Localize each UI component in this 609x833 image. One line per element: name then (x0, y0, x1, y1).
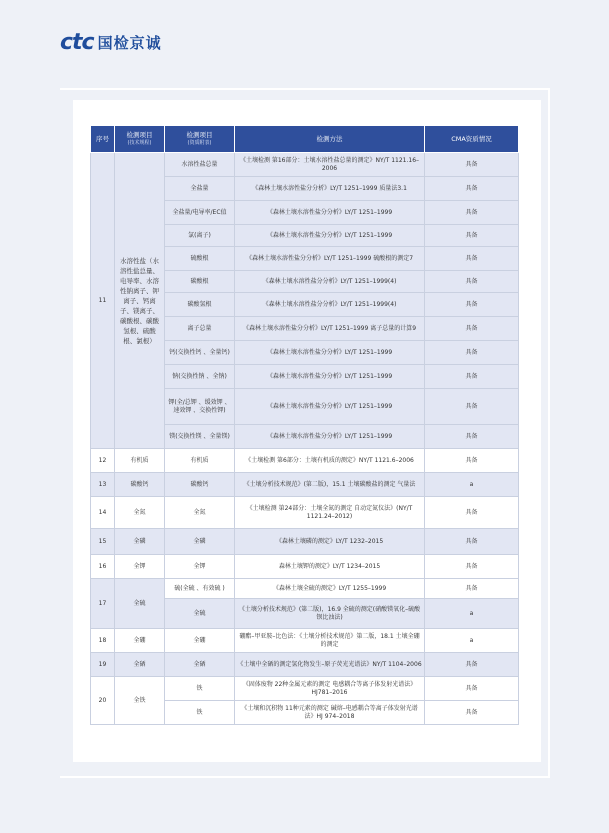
cell-method: 《固体废物 22种金属元素的测定 电感耦合等离子体发射光谱法》HJ781–2016 (235, 677, 425, 701)
cell-method: 《森林土壤水溶性盐分分析》LY/T 1251–1999 (235, 225, 425, 247)
cell-method: 《森林土壤水溶性盐分分析》LY/T 1251–1999(4) (235, 293, 425, 317)
cell-method: 《森林土壤水溶性盐分分析》LY/T 1251–1999(4) (235, 271, 425, 293)
cell-param: 铁 (165, 677, 235, 701)
cell-seq: 14 (91, 497, 115, 529)
cell-param: 全盐量 (165, 177, 235, 201)
cell-method: 《森林土壤水溶性盐分分析》LY/T 1251–1999 (235, 365, 425, 389)
cell-param: 全硒 (165, 653, 235, 677)
cell-param: 碳酸钙 (165, 473, 235, 497)
cell-item: 全氮 (115, 497, 165, 529)
cell-method: 《森林土壤水溶性盐分分析》LY/T 1251–1999 (235, 425, 425, 449)
cell-seq: 12 (91, 449, 115, 473)
table-row (91, 555, 519, 579)
cell-seq: 13 (91, 473, 115, 497)
cell-item: 全硒 (115, 653, 165, 677)
cell-item: 全钾 (115, 555, 165, 579)
header-seq: 序号 (91, 126, 115, 153)
cell-seq: 18 (91, 629, 115, 653)
cell-method: 《土壤和沉积物 11种元素的测定 碱熔–电感耦合等离子体发射光谱法》HJ 974–2018 (235, 701, 425, 725)
cell-param: 钠(交换性钠 、全钠) (165, 365, 235, 389)
header-cma: CMA资质情况 (425, 126, 519, 153)
cell-param: 离子总量 (165, 317, 235, 341)
cell-cma: 具备 (425, 449, 519, 473)
cell-param: 全磷 (165, 529, 235, 555)
cell-method: 《森林土壤水溶性盐分分析》LY/T 1251–1999 (235, 389, 425, 425)
cell-method: 森林土壤钾的测定》LY/T 1234–2015 (235, 555, 425, 579)
cell-param: 碳酸根 (165, 271, 235, 293)
cell-param: 钙(交换性钙 、全量钙) (165, 341, 235, 365)
cell-cma: 具备 (425, 201, 519, 225)
cell-method: 《森林土壤水溶性盐分分析》LY/T 1251–1999 (235, 341, 425, 365)
cell-method: 《森林土壤全硫的测定》LY/T 1255–1999 (235, 579, 425, 599)
frame-line-top (60, 88, 550, 90)
header-item-label: 检测项目 (126, 131, 153, 139)
cell-cma: 具备 (425, 153, 519, 177)
cell-item: 碳酸钙 (115, 473, 165, 497)
cell-cma: 具备 (425, 529, 519, 555)
cell-item: 有机质 (115, 449, 165, 473)
cell-cma: 具备 (425, 497, 519, 529)
cell-cma: 具备 (425, 247, 519, 271)
header-param-sub: (资质附表) (187, 140, 212, 146)
table-row (91, 529, 519, 555)
frame-line-right (548, 88, 550, 778)
table-row (91, 629, 519, 653)
test-items-table (90, 125, 519, 725)
cell-param: 全硼 (165, 629, 235, 653)
cell-cma: 具备 (425, 653, 519, 677)
cell-seq: 16 (91, 555, 115, 579)
cell-cma: 具备 (425, 555, 519, 579)
header-param (165, 126, 235, 153)
cell-item: 全硼 (115, 629, 165, 653)
table-row (91, 653, 519, 677)
cell-cma: 具备 (425, 341, 519, 365)
cell-method: 《土壤检测 第16部分：土壤水溶性盐总量的测定》NY/T 1121.16–2006 (235, 153, 425, 177)
table-row (91, 473, 519, 497)
cell-method: 《森林土壤磷的测定》LY/T 1232–2015 (235, 529, 425, 555)
cell-item: 水溶性盐（水溶性盐总量、电导率、水溶性钠离子、钾离子、钙离子、镁离子、碳酸根、碳酸氢根、硫酸根、氯根） (115, 153, 165, 449)
brand-name: 国检京诚 (97, 34, 162, 52)
cell-method: 《森林土壤水溶性盐分分析》LY/T 1251–1999 离子总量的计算9 (235, 317, 425, 341)
cell-param: 硫酸根 (165, 247, 235, 271)
brand-logo (60, 30, 162, 55)
cell-param: 全硫 (165, 599, 235, 629)
cell-seq: 20 (91, 677, 115, 725)
cell-seq: 15 (91, 529, 115, 555)
cell-cma: 具备 (425, 177, 519, 201)
cell-cma: 具备 (425, 317, 519, 341)
cell-method: 《土壤检测 第6部分：土壤有机质的测定》NY/T 1121.6–2006 (235, 449, 425, 473)
cell-method: 《森林土壤水溶性盐分分析》LY/T 1251–1999 质量法3.1 (235, 177, 425, 201)
cell-cma: 具备 (425, 365, 519, 389)
table-row (91, 677, 519, 701)
cell-param: 硫(全硫 、有效硫 ) (165, 579, 235, 599)
cell-seq: 17 (91, 579, 115, 629)
cell-param: 氯(离子) (165, 225, 235, 247)
header-item (115, 126, 165, 153)
cell-method: 硼酯–甲亚胺–比色法：《土壤分析技术规范》第二版，18.1 土壤全硼的测定 (235, 629, 425, 653)
cell-cma: a (425, 473, 519, 497)
cell-method: 《土壤分析技术规范》(第二版)，15.1 土壤碳酸盐的测定 气量法 (235, 473, 425, 497)
table-row (91, 497, 519, 529)
cell-item: 全铁 (115, 677, 165, 725)
header-item-sub: (技术规程) (127, 140, 152, 146)
cell-param: 全氮 (165, 497, 235, 529)
cell-cma: 具备 (425, 293, 519, 317)
cell-param: 有机质 (165, 449, 235, 473)
cell-param: 铁 (165, 701, 235, 725)
cell-param: 全钾 (165, 555, 235, 579)
table-header-row (91, 126, 519, 153)
cell-method: 《森林土壤水溶性盐分分析》LY/T 1251–1999 (235, 201, 425, 225)
frame-line-bottom (60, 776, 550, 778)
cell-cma: 具备 (425, 701, 519, 725)
cell-cma: a (425, 629, 519, 653)
cell-cma: a (425, 599, 519, 629)
cell-cma: 具备 (425, 677, 519, 701)
cell-param: 钾(全/总钾 、缓效钾 、速效钾 、交换性钾) (165, 389, 235, 425)
cell-item: 全磷 (115, 529, 165, 555)
cell-method: 《土壤分析技术规范》(第二版)，16.9 全硫的测定(硝酸镁氧化–硫酸钡比浊法) (235, 599, 425, 629)
cell-cma: 具备 (425, 389, 519, 425)
cell-method: 《森林土壤水溶性盐分分析》LY/T 1251–1999 硫酸根的测定7 (235, 247, 425, 271)
cell-item: 全硫 (115, 579, 165, 629)
cell-cma: 具备 (425, 425, 519, 449)
cell-param: 碳酸氢根 (165, 293, 235, 317)
cell-seq: 11 (91, 153, 115, 449)
cell-method: 《土壤检测 第24部分：土壤全氮的测定 自动定氮仪法》(NY/T 1121.24–2012) (235, 497, 425, 529)
cell-seq: 19 (91, 653, 115, 677)
header-param-label: 检测项目 (186, 131, 213, 139)
cell-cma: 具备 (425, 225, 519, 247)
brand-mark: ctc (60, 30, 94, 55)
table-row (91, 153, 519, 177)
cell-param: 镁(交换性镁 、全量镁) (165, 425, 235, 449)
cell-cma: 具备 (425, 271, 519, 293)
cell-cma: 具备 (425, 579, 519, 599)
table-row (91, 449, 519, 473)
cell-param: 水溶性盐总量 (165, 153, 235, 177)
cell-param: 全盐量/电导率/EC值 (165, 201, 235, 225)
header-method: 检测方法 (235, 126, 425, 153)
table-row (91, 579, 519, 599)
cell-method: 《土壤中全硒的测定氢化物发生–原子荧光光谱法》NY/T 1104–2006 (235, 653, 425, 677)
